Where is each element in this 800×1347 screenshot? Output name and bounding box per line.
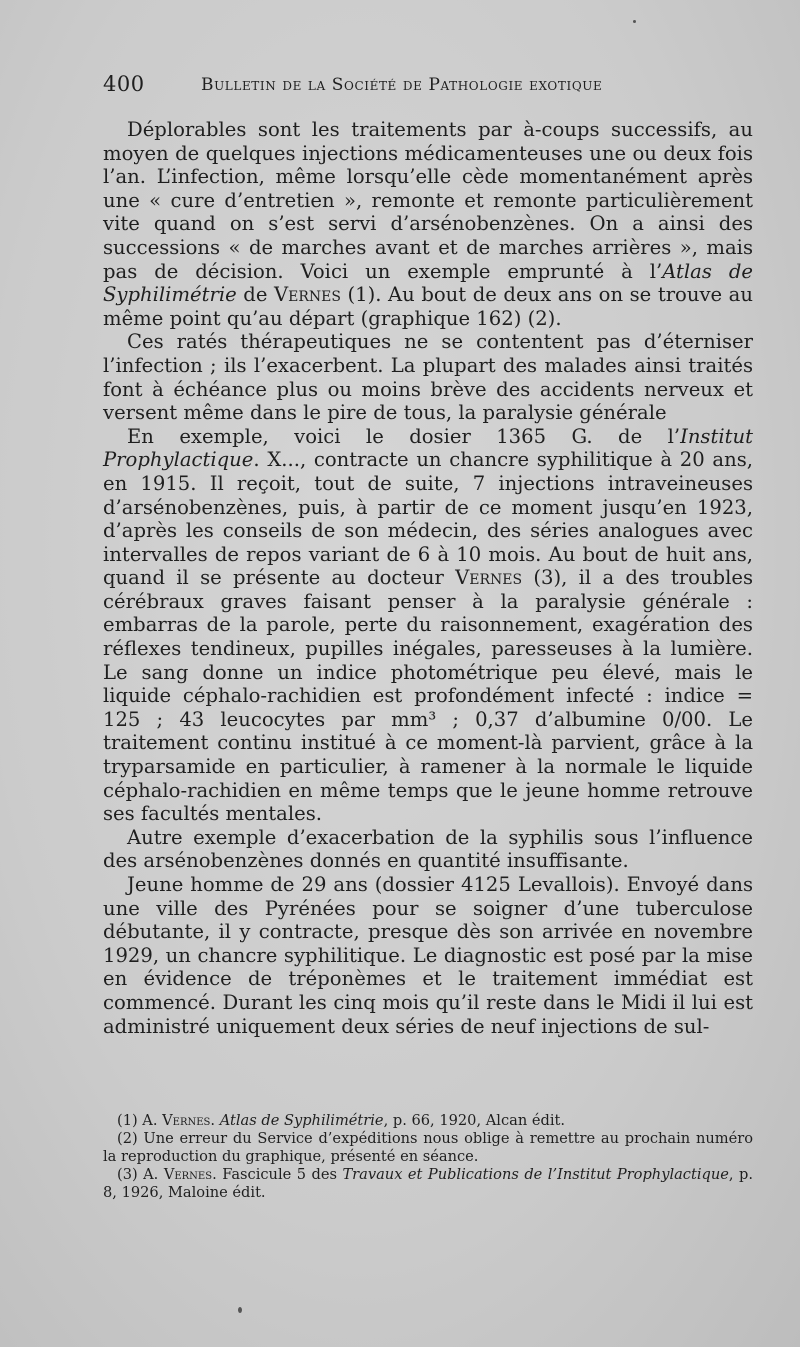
paragraph-segment: de xyxy=(236,283,274,307)
paragraph-segment: Vernes xyxy=(455,566,523,590)
footnotes xyxy=(103,1112,753,1202)
footnote-segment: . Fascicule 5 des xyxy=(212,1166,343,1183)
footnote-segment: (3) A. xyxy=(117,1166,164,1183)
footnote-segment: (2) Une erreur du Service d’expéditions nous oblige à remettre au prochain numéro la reproduction du graphique, présenté en séance. xyxy=(103,1130,753,1165)
paragraph-segment: Atlas de Syphilimétrie xyxy=(103,259,753,307)
paragraph-segment: . X..., contracte un chancre syphilitique à 20 ans, en 1915. Il reçoit, tout de suite, 7 injections intraveineuses d’arsénobenzènes, puis, à partir de ce moment jusqu’en 1923, d’après les conseils de son médecin, des séries analogues avec intervalles de repos variant de 6 à 10 mois. Au bout de huit ans, quand il se présente au docteur xyxy=(103,448,753,590)
running-head: Bulletin de la Société de Pathologie exotique xyxy=(201,75,603,95)
paragraph-segment: (3), il a des troubles cérébraux graves faisant penser à la paralysie générale : embarras de la parole, perte du raisonnement, exagération des réflexes tendineux, pupilles inégales, paresseuses à la lumière. Le sang donne un indice photométrique peu élevé, mais le liquide céphalo-rachidien est profondément infecté : indice = 125 ; 43 leucocytes par mm³ ; 0,37 d’albumine 0/00. Le traitement continu institué à ce moment-là parvient, grâce à la tryparsamide en particulier, à ramener à la normale le liquide céphalo-rachidien en même temps que le jeune homme retrouve ses facultés mentales. xyxy=(103,566,753,826)
footnote-segment: Travaux et Publications de l’Institut Prophylactique xyxy=(342,1166,729,1183)
paragraph xyxy=(103,425,753,826)
paragraph-segment: Jeune homme de 29 ans (dossier 4125 Levallois). Envoyé dans une ville des Pyrénées pour se soigner d’une tuberculose débutante, il y contracte, presque dès son arrivée en novembre 1929, un chancre syphilitique. Le diagnostic est posé par la mise en évidence de tréponèmes et le traitement immédiat est commencé. Durant les cinq mois qu’il reste dans le Midi il lui est administré uniquement deux séries de neuf injections de sul- xyxy=(103,873,753,1038)
footnote-segment: (1) A. xyxy=(117,1112,163,1129)
paragraph-segment: Déplorables sont les traitements par à-coups successifs, au moyen de quelques injections médicamenteuses une ou deux fois l’an. L’infection, même lorsqu’elle cède momentanément après une « cure d’entretien », remonte et remonte particulièrement vite quand on s’est servi d’arsénobenzènes. On a ainsi des successions « de marches avant et de marches arrières », mais pas de décision. Voici un exemple emprunté à l’ xyxy=(103,118,753,283)
paragraph-segment: Autre exemple d’exacerbation de la syphilis sous l’influence des arsénobenzènes donnés en quantité insuffisante. xyxy=(103,825,753,873)
paragraph xyxy=(103,873,753,1038)
page-number: 400 xyxy=(103,72,145,96)
paragraph xyxy=(103,118,753,330)
footnote-segment: , p. 8, 1926, Maloine édit. xyxy=(103,1166,754,1201)
paragraph xyxy=(103,826,753,873)
footnote-segment: , p. 66, 1920, Alcan édit. xyxy=(383,1112,566,1129)
footnote-segment: Atlas de Syphilimétrie xyxy=(219,1112,384,1129)
paragraph-segment: Vernes xyxy=(273,283,341,307)
paragraph-segment: Institut Prophylactique xyxy=(103,424,753,472)
paragraph-segment: En exemple, voici le dosier 1365 G. de l’ xyxy=(127,424,681,448)
page-header xyxy=(103,72,763,102)
footnote-separator xyxy=(103,1110,753,1111)
footnote xyxy=(103,1166,753,1202)
paragraph-segment: Ces ratés thérapeutiques ne se contentent pas d’éterniser l’infection ; ils l’exacerbent. La plupart des malades ainsi traités font à échéance plus ou moins brève des accidents nerveux et versent même dans le pire de tous, la paralysie générale xyxy=(103,330,753,425)
scan-speck xyxy=(633,20,636,23)
footnote xyxy=(103,1112,753,1130)
scan-speck xyxy=(238,1307,242,1313)
footnote xyxy=(103,1130,753,1166)
body-text xyxy=(103,118,753,1038)
paragraph-segment: (1). Au bout de deux ans on se trouve au même point qu’au départ (graphique 162) (2). xyxy=(103,283,753,330)
paragraph xyxy=(103,330,753,424)
footnote-segment: Vernes xyxy=(162,1112,211,1129)
footnote-segment: . xyxy=(210,1112,220,1129)
footnote-segment: Vernes xyxy=(163,1166,213,1183)
